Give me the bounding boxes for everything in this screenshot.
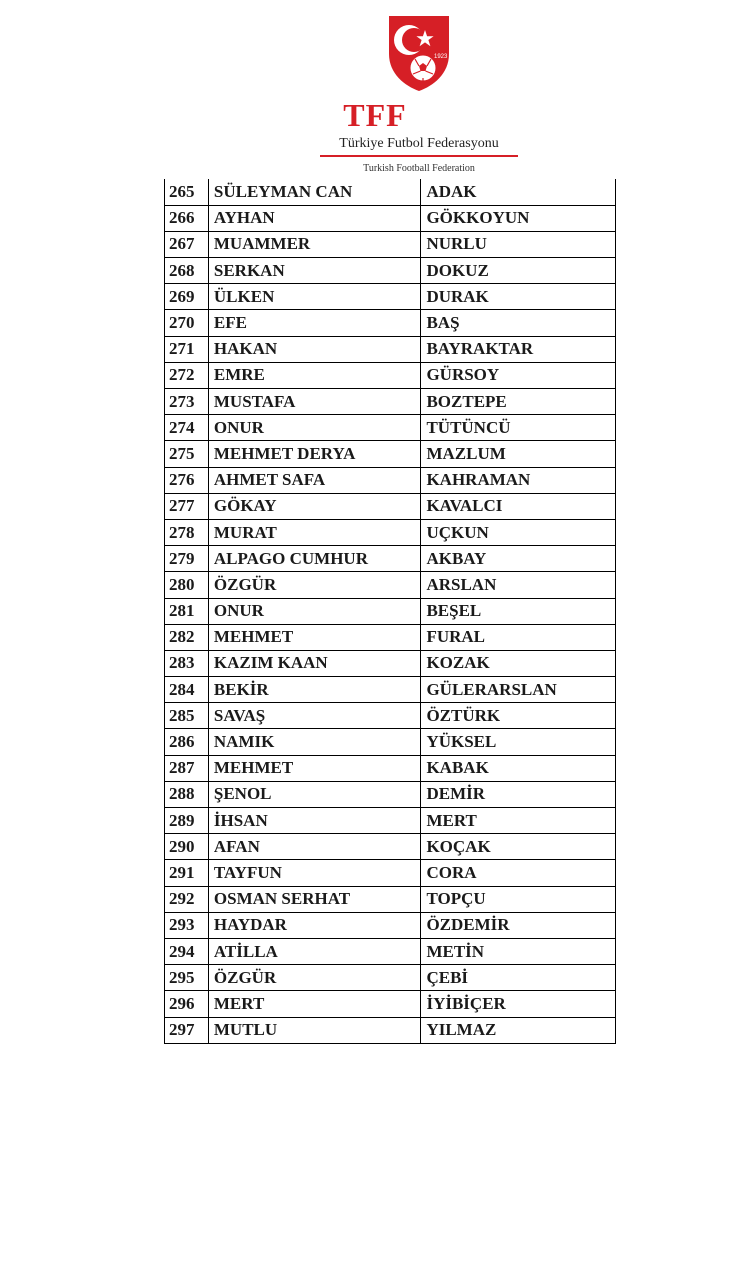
row-number: 265 [165, 179, 209, 205]
row-number: 275 [165, 441, 209, 467]
first-name-cell: ATİLLA [208, 938, 421, 964]
first-name-cell: MEHMET [208, 755, 421, 781]
row-number: 283 [165, 650, 209, 676]
last-name-cell: FURAL [421, 624, 616, 650]
table-row [165, 362, 616, 388]
last-name-cell: TOPÇU [421, 886, 616, 912]
first-name-cell: SERKAN [208, 258, 421, 284]
last-name-cell: KOZAK [421, 650, 616, 676]
last-name-cell: YÜKSEL [421, 729, 616, 755]
brand-full-name: Türkiye Futbol Federasyonu [339, 136, 499, 151]
row-number: 267 [165, 231, 209, 257]
last-name-cell: KABAK [421, 755, 616, 781]
first-name-cell: OSMAN SERHAT [208, 886, 421, 912]
last-name-cell: TÜTÜNCÜ [421, 415, 616, 441]
row-number: 286 [165, 729, 209, 755]
table-row [165, 310, 616, 336]
table-row [165, 912, 616, 938]
row-number: 273 [165, 389, 209, 415]
table-row [165, 467, 616, 493]
table-row [165, 284, 616, 310]
first-name-cell: ÜLKEN [208, 284, 421, 310]
table-row [165, 677, 616, 703]
first-name-cell: MUTLU [208, 1017, 421, 1043]
table-row [165, 965, 616, 991]
row-number: 290 [165, 834, 209, 860]
table-row [165, 755, 616, 781]
table-row [165, 938, 616, 964]
table-row [165, 991, 616, 1017]
first-name-cell: MURAT [208, 519, 421, 545]
row-number: 280 [165, 572, 209, 598]
first-name-cell: ALPAGO CUMHUR [208, 546, 421, 572]
table-row [165, 650, 616, 676]
row-number: 297 [165, 1017, 209, 1043]
first-name-cell: AHMET SAFA [208, 467, 421, 493]
last-name-cell: ÖZDEMİR [421, 912, 616, 938]
last-name-cell: DEMİR [421, 781, 616, 807]
first-name-cell: MERT [208, 991, 421, 1017]
brand-acronym: TFF [343, 97, 407, 133]
first-name-cell: MUSTAFA [208, 389, 421, 415]
first-name-cell: EFE [208, 310, 421, 336]
table-row [165, 1017, 616, 1043]
last-name-cell: GÖKKOYUN [421, 205, 616, 231]
row-number: 279 [165, 546, 209, 572]
first-name-cell: TAYFUN [208, 860, 421, 886]
row-number: 292 [165, 886, 209, 912]
document-header [0, 0, 750, 180]
row-number: 289 [165, 808, 209, 834]
table-row [165, 546, 616, 572]
first-name-cell: MEHMET [208, 624, 421, 650]
first-name-cell: KAZIM KAAN [208, 650, 421, 676]
table-row [165, 179, 616, 205]
table-row [165, 860, 616, 886]
row-number: 295 [165, 965, 209, 991]
row-number: 277 [165, 493, 209, 519]
last-name-cell: KOÇAK [421, 834, 616, 860]
row-number: 287 [165, 755, 209, 781]
first-name-cell: HAKAN [208, 336, 421, 362]
row-number: 271 [165, 336, 209, 362]
last-name-cell: MAZLUM [421, 441, 616, 467]
referee-list-table [164, 179, 616, 1044]
row-number: 274 [165, 415, 209, 441]
row-number: 296 [165, 991, 209, 1017]
row-number: 272 [165, 362, 209, 388]
row-number: 282 [165, 624, 209, 650]
row-number: 288 [165, 781, 209, 807]
first-name-cell: MEHMET DERYA [208, 441, 421, 467]
table-row [165, 231, 616, 257]
first-name-cell: ONUR [208, 415, 421, 441]
first-name-cell: ONUR [208, 598, 421, 624]
row-number: 285 [165, 703, 209, 729]
last-name-cell: UÇKUN [421, 519, 616, 545]
row-number: 294 [165, 938, 209, 964]
table-row [165, 336, 616, 362]
table-row [165, 389, 616, 415]
brand-english-name: Turkish Football Federation [363, 163, 475, 174]
first-name-cell: SÜLEYMAN CAN [208, 179, 421, 205]
table-row [165, 258, 616, 284]
last-name-cell: GÜLERARSLAN [421, 677, 616, 703]
last-name-cell: KAHRAMAN [421, 467, 616, 493]
table-row [165, 781, 616, 807]
row-number: 281 [165, 598, 209, 624]
last-name-cell: DOKUZ [421, 258, 616, 284]
first-name-cell: GÖKAY [208, 493, 421, 519]
table-row [165, 834, 616, 860]
table-row [165, 572, 616, 598]
last-name-cell: BEŞEL [421, 598, 616, 624]
last-name-cell: MERT [421, 808, 616, 834]
last-name-cell: KAVALCI [421, 493, 616, 519]
last-name-cell: METİN [421, 938, 616, 964]
table-row [165, 415, 616, 441]
brand-underline [320, 155, 518, 157]
row-number: 284 [165, 677, 209, 703]
last-name-cell: ARSLAN [421, 572, 616, 598]
last-name-cell: BOZTEPE [421, 389, 616, 415]
table-row [165, 598, 616, 624]
table-row [165, 441, 616, 467]
table-body [165, 179, 616, 1043]
row-number: 269 [165, 284, 209, 310]
first-name-cell: SAVAŞ [208, 703, 421, 729]
table-row [165, 886, 616, 912]
first-name-cell: İHSAN [208, 808, 421, 834]
first-name-cell: AFAN [208, 834, 421, 860]
table-row [165, 493, 616, 519]
last-name-cell: ADAK [421, 179, 616, 205]
row-number: 278 [165, 519, 209, 545]
first-name-cell: HAYDAR [208, 912, 421, 938]
row-number: 291 [165, 860, 209, 886]
table-row [165, 624, 616, 650]
last-name-cell: AKBAY [421, 546, 616, 572]
table-row [165, 703, 616, 729]
last-name-cell: ÖZTÜRK [421, 703, 616, 729]
row-number: 293 [165, 912, 209, 938]
first-name-cell: ŞENOL [208, 781, 421, 807]
svg-text:1923: 1923 [434, 54, 448, 60]
last-name-cell: NURLU [421, 231, 616, 257]
row-number: 268 [165, 258, 209, 284]
row-number: 270 [165, 310, 209, 336]
first-name-cell: ÖZGÜR [208, 965, 421, 991]
table-row [165, 205, 616, 231]
row-number: 266 [165, 205, 209, 231]
last-name-cell: ÇEBİ [421, 965, 616, 991]
first-name-cell: BEKİR [208, 677, 421, 703]
first-name-cell: NAMIK [208, 729, 421, 755]
first-name-cell: MUAMMER [208, 231, 421, 257]
first-name-cell: EMRE [208, 362, 421, 388]
table-row [165, 729, 616, 755]
first-name-cell: AYHAN [208, 205, 421, 231]
last-name-cell: GÜRSOY [421, 362, 616, 388]
tff-crest-logo-icon [385, 12, 453, 92]
last-name-cell: CORA [421, 860, 616, 886]
first-name-cell: ÖZGÜR [208, 572, 421, 598]
last-name-cell: YILMAZ [421, 1017, 616, 1043]
table-row [165, 808, 616, 834]
row-number: 276 [165, 467, 209, 493]
last-name-cell: BAŞ [421, 310, 616, 336]
last-name-cell: BAYRAKTAR [421, 336, 616, 362]
table-row [165, 519, 616, 545]
last-name-cell: DURAK [421, 284, 616, 310]
last-name-cell: İYİBİÇER [421, 991, 616, 1017]
